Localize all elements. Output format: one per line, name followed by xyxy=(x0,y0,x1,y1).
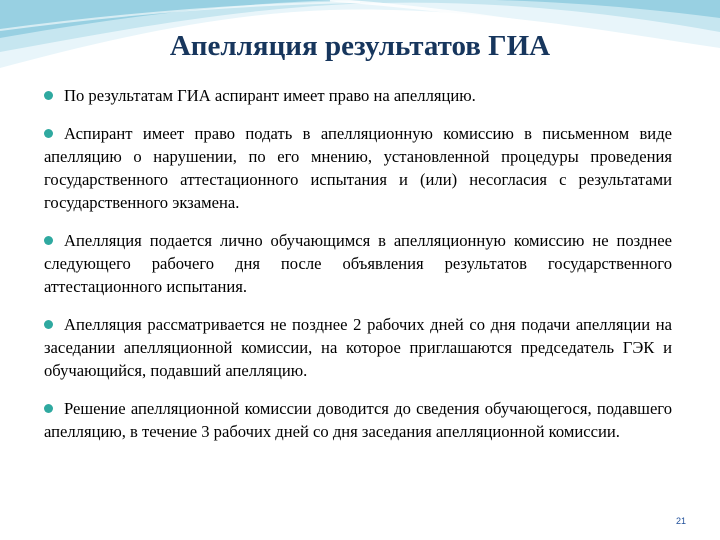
bullet-item xyxy=(44,313,672,382)
slide-title: Апелляция результатов ГИА xyxy=(169,30,551,62)
bullet-dot-icon xyxy=(44,236,53,245)
bullet-item xyxy=(44,122,672,214)
page-number: 21 xyxy=(676,516,687,526)
bullet-text: Решение апелляционной комиссии доводится до сведения обучающегося, подавшего апелляцию, в течение 3 рабочих дней со дня заседания апелляционной комиссии. xyxy=(44,399,672,441)
bullet-item xyxy=(44,84,672,107)
bullet-text: По результатам ГИА аспирант имеет право на апелляцию. xyxy=(64,86,476,105)
bullet-text: Апелляция рассматривается не позднее 2 рабочих дней со дня подачи апелляции на заседании апелляционной комиссии, на которое приглашаются председатель ГЭК и обучающийся, подавший апелляцию. xyxy=(44,315,672,380)
bullet-dot-icon xyxy=(44,320,53,329)
bullet-text: Аспирант имеет право подать в апелляционную комиссию в письменном виде апелляцию о нарушении, по его мнению, установленной процедуры проведения государственного аттестационного испытания и (или) несогласия с результатами государственного экзамена. xyxy=(44,124,672,212)
bullet-item xyxy=(44,229,672,298)
bullet-dot-icon xyxy=(44,91,53,100)
bullet-item xyxy=(44,397,672,443)
bullet-text: Апелляция подается лично обучающимся в апелляционную комиссию не позднее следующего рабочего дня после объявления результатов государственного аттестационного испытания. xyxy=(44,231,672,296)
bullet-dot-icon xyxy=(44,129,53,138)
bullet-dot-icon xyxy=(44,404,53,413)
bullet-list xyxy=(44,84,672,443)
